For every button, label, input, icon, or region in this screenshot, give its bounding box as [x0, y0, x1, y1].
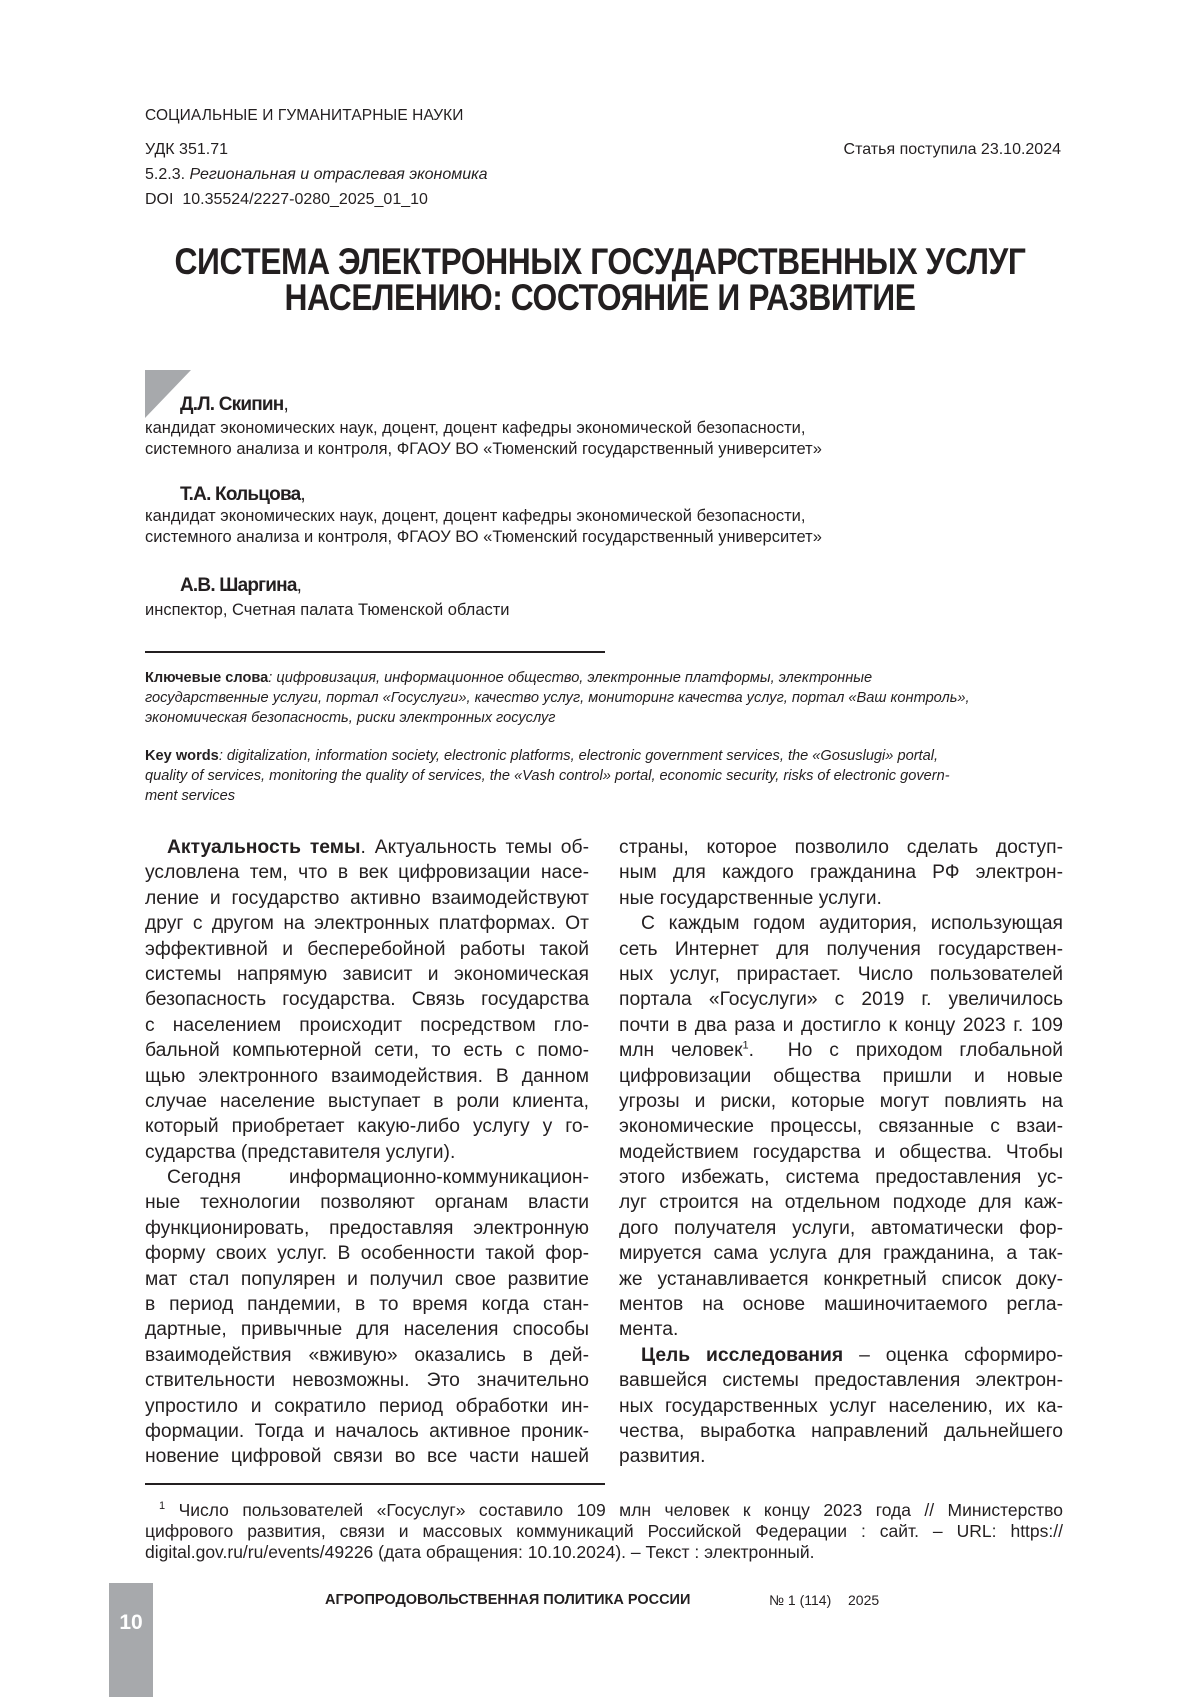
- paragraph-line: ным для каждого гражданина РФ электрон-: [619, 860, 1063, 885]
- keywords-en: Key words: digitalization, information society, electronic platforms, electronic government services, the «Gosuslugi» portal, quality of services, monitoring the quality of services, the «Vash control» portal, economic security, risks of electronic govern- ment services: [145, 746, 950, 806]
- doi: DOI 10.35524/2227-0280_2025_01_10: [145, 191, 428, 209]
- paragraph-line: функционировать, предоставляя электронную: [145, 1216, 589, 1241]
- journal-name: АГРОПРОДОВОЛЬСТВЕННАЯ ПОЛИТИКА РОССИИ: [325, 1592, 690, 1608]
- paragraph-line: чества, выработка направлений дальнейшего: [619, 1419, 1063, 1444]
- paragraph-line: ных государственных услуг населению, их ка-: [619, 1394, 1063, 1419]
- footnote-mark: 1: [159, 1500, 165, 1512]
- paragraph-line: случае население выступает в роли клиента,: [145, 1089, 589, 1114]
- paragraph-line: сударства (представителя услуги).: [145, 1140, 589, 1165]
- issue-number: № 1 (114): [769, 1592, 831, 1608]
- page-number-tab: [109, 1583, 153, 1697]
- body-column-1: [145, 835, 589, 1470]
- author-name: А.В. Шаргина,: [180, 575, 301, 597]
- author-name: Д.Л. Скипин,: [180, 394, 288, 416]
- footnote: 1 Число пользователей «Госуслуг» составило 109 млн человек к концу 2023 года // Министерство цифрового развития, связи и массовых коммуникаций Российской Федерации : сайт. – URL: https:// digital.gov.ru/ru/events/49226 (дата обращения: 10.10.2024). – Текст : электронный.: [145, 1500, 1063, 1562]
- paragraph-line: формации. Тогда и началось активное проник-: [145, 1419, 589, 1444]
- body-column-2: [619, 835, 1063, 1470]
- specialty: [145, 166, 488, 184]
- udk: УДК 351.71: [145, 141, 228, 159]
- paragraph-line: модействием государства и общества. Чтобы: [619, 1140, 1063, 1165]
- paragraph-line: Актуальность темы. Актуальность темы об-: [145, 835, 589, 860]
- article-title-line1: СИСТЕМА ЭЛЕКТРОННЫХ ГОСУДАРСТВЕННЫХ УСЛУГ: [84, 243, 1116, 281]
- received-date: Статья поступила 23.10.2024: [844, 141, 1061, 159]
- paragraph-line: с населением происходит посредством гло-: [145, 1013, 589, 1038]
- paragraph-line: в период пандемии, в то время когда стан-: [145, 1292, 589, 1317]
- paragraph-line: страны, которое позволило сделать доступ-: [619, 835, 1063, 860]
- footnote-ref[interactable]: 1: [743, 1040, 749, 1052]
- paragraph-line: мируется сама услуга для гражданина, а так-: [619, 1241, 1063, 1266]
- paragraph-line: портала «Госуслуги» с 2019 г. увеличилось: [619, 987, 1063, 1012]
- paragraph-line: вавшейся системы предоставления электрон-: [619, 1368, 1063, 1393]
- paragraph-line: мат стал популярен и получил свое развитие: [145, 1267, 589, 1292]
- section-header: СОЦИАЛЬНЫЕ И ГУМАНИТАРНЫЕ НАУКИ: [145, 107, 464, 125]
- paragraph-line: упростило и сократило период обработки ин-: [145, 1394, 589, 1419]
- paragraph-line: щью электронного взаимодействия. В данном: [145, 1064, 589, 1089]
- paragraph-line: ствительности невозможны. Это значительно: [145, 1368, 589, 1393]
- paragraph-line: млн человек1. Но с приходом глобальной: [619, 1038, 1063, 1063]
- section-lead: Актуальность темы: [167, 837, 361, 858]
- author-affiliation: инспектор, Счетная палата Тюменской области: [145, 600, 510, 621]
- paragraph-line: экономические процессы, связанные с взаи-: [619, 1114, 1063, 1139]
- footnote-divider: [145, 1483, 605, 1485]
- issue-year: 2025: [848, 1592, 879, 1608]
- paragraph-line: ных услуг, прирастает. Число пользователей: [619, 962, 1063, 987]
- page-number: 10: [109, 1611, 153, 1635]
- paragraph-line: эффективной и бесперебойной работы такой: [145, 937, 589, 962]
- paragraph-line: который приобретает какую-либо услугу у го-: [145, 1114, 589, 1139]
- paragraph-line: друг с другом на электронных платформах. От: [145, 911, 589, 936]
- paragraph-line: этого избежать, система предоставления ус-: [619, 1165, 1063, 1190]
- paragraph-line: ные государственные услуги.: [619, 886, 1063, 911]
- paragraph-line: безопасность государства. Связь государства: [145, 987, 589, 1012]
- paragraph-line: С каждым годом аудитория, использующая: [619, 911, 1063, 936]
- paragraph-line: условлена тем, что в век цифровизации насе-: [145, 860, 589, 885]
- specialty-name: Региональная и отраслевая экономика: [189, 166, 487, 183]
- paragraph-line: развития.: [619, 1444, 1063, 1469]
- paragraph-line: луг строится на отдельном подходе для каж-: [619, 1190, 1063, 1215]
- paragraph-line: Сегодня информационно-коммуникацион-: [145, 1165, 589, 1190]
- paragraph-line: цифровизации общества пришли и новые: [619, 1064, 1063, 1089]
- paragraph-line: сеть Интернет для получения государствен-: [619, 937, 1063, 962]
- paragraph-line: дартные, привычные для населения способы: [145, 1317, 589, 1342]
- section-lead: Цель исследования: [641, 1345, 843, 1366]
- paragraph-line: системы напрямую зависит и экономическая: [145, 962, 589, 987]
- keywords-label: Ключевые слова: [145, 670, 268, 686]
- author-name: Т.А. Кольцова,: [180, 484, 305, 506]
- paragraph-line: ление и государство активно взаимодействуют: [145, 886, 589, 911]
- paragraph-line: бальной компьютерной сети, то есть с помо-: [145, 1038, 589, 1063]
- paragraph-line: ные технологии позволяют органам власти: [145, 1190, 589, 1215]
- paragraph-line: угрозы и риски, которые могут повлиять на: [619, 1089, 1063, 1114]
- paragraph-line: взаимодействия «вживую» оказались в дей-: [145, 1343, 589, 1368]
- paragraph-line: форму своих услуг. В особенности такой фор-: [145, 1241, 589, 1266]
- author-affiliation: кандидат экономических наук, доцент, доцент кафедры экономической безопасности, системного анализа и контроля, ФГАОУ ВО «Тюменский государственный университет»: [145, 506, 822, 547]
- paragraph-line: же устанавливается конкретный список доку-: [619, 1267, 1063, 1292]
- author-affiliation: кандидат экономических наук, доцент, доцент кафедры экономической безопасности, системного анализа и контроля, ФГАОУ ВО «Тюменский государственный университет»: [145, 418, 822, 459]
- paragraph-line: почти в два раза и достигло к концу 2023 г. 109: [619, 1013, 1063, 1038]
- paragraph-line: мента.: [619, 1317, 1063, 1342]
- article-title-line2: НАСЕЛЕНИЮ: СОСТОЯНИЕ И РАЗВИТИЕ: [84, 279, 1116, 317]
- paragraph-line: ментов на основе машиночитаемого регла-: [619, 1292, 1063, 1317]
- specialty-code: 5.2.3.: [145, 166, 185, 183]
- paragraph-line: дого получателя услуги, автоматически фор-: [619, 1216, 1063, 1241]
- keywords-label: Key words: [145, 748, 219, 764]
- keywords-ru: Ключевые слова: цифровизация, информационное общество, электронные платформы, электронные государственные услуги, портал «Госуслуги», качество услуг, мониторинг качества услуг, портал «Ваш контроль», экономическая безопасность, риски электронных госуслуг: [145, 668, 970, 728]
- paragraph-line: Цель исследования – оценка сформиро-: [619, 1343, 1063, 1368]
- paragraph-line: новение цифровой связи во все части нашей: [145, 1444, 589, 1469]
- divider: [145, 651, 605, 653]
